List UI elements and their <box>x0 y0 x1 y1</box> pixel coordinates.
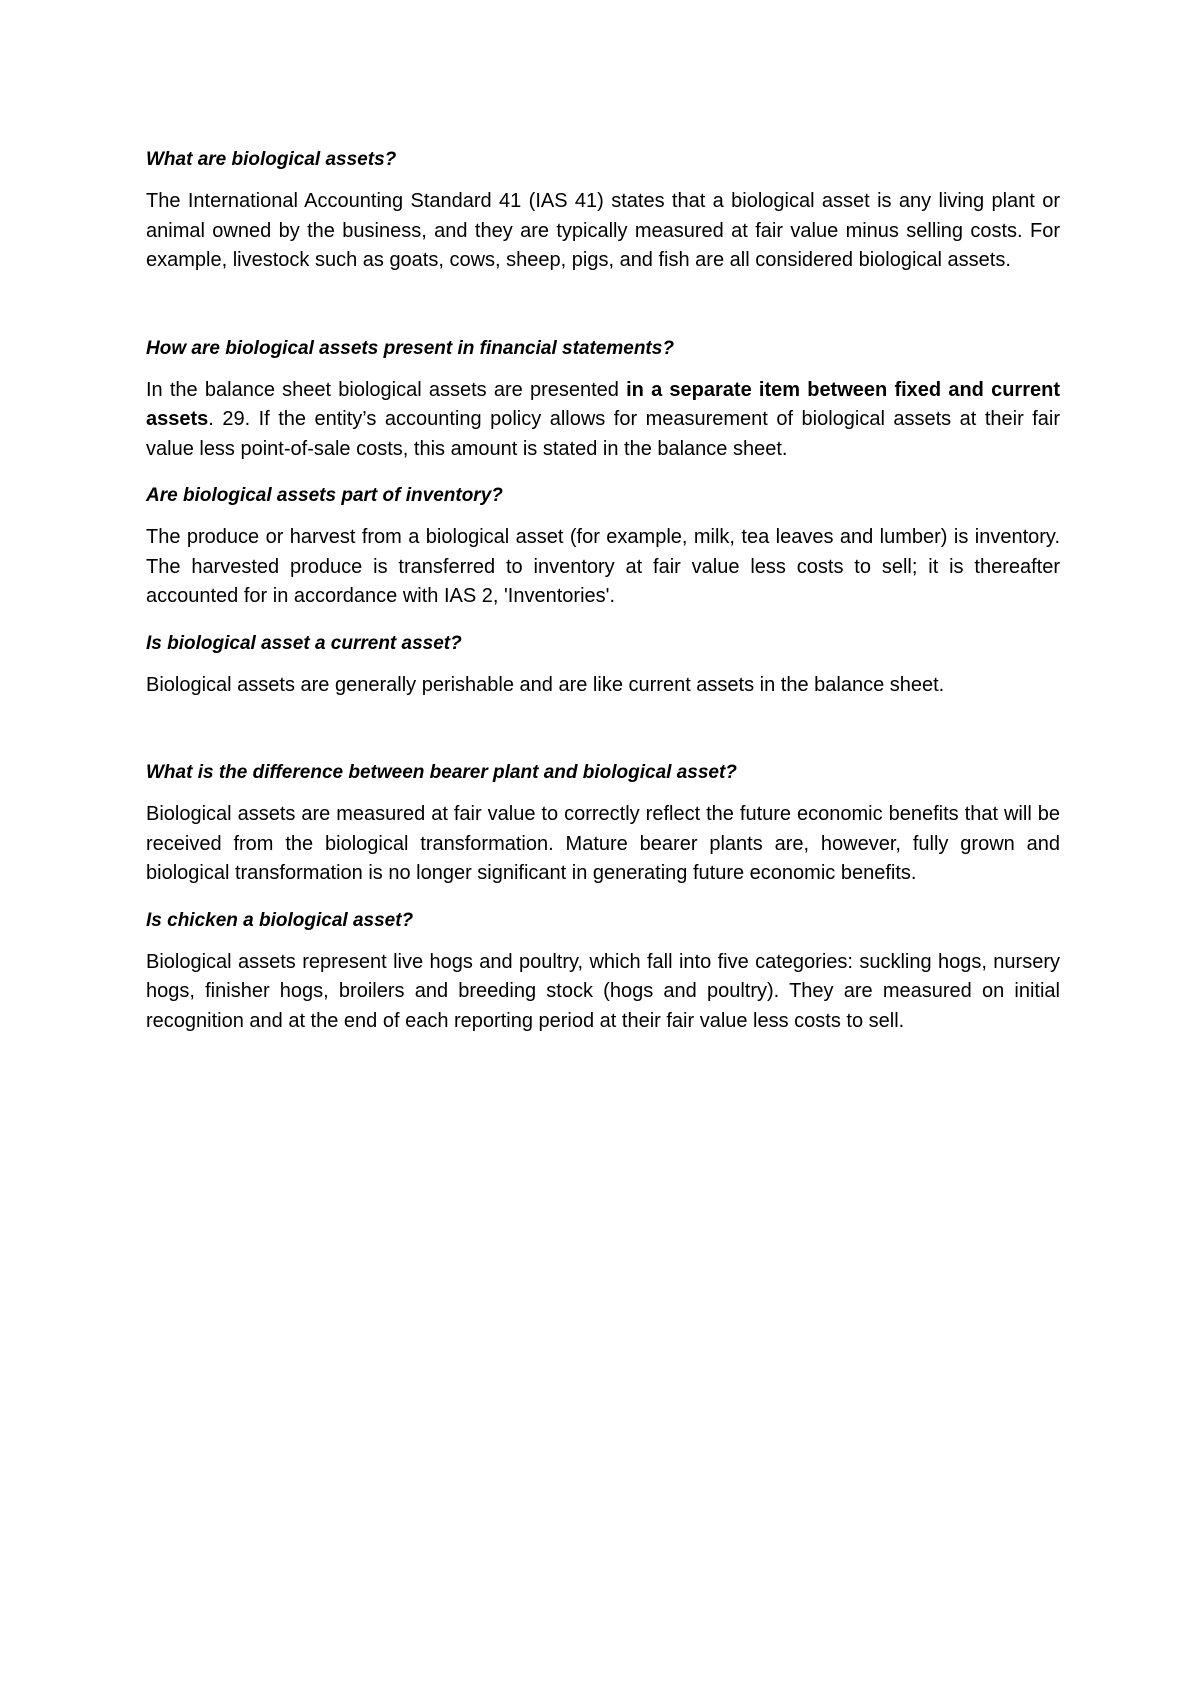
section-paragraph: Biological assets are measured at fair value to correctly reflect the future economic benefits that will be received from the biological transformation. Mature bearer plants are, however, fully grown and biological transformation is no longer significant in generating future economic benefits. <box>146 803 1060 884</box>
section-current-asset <box>146 629 1060 701</box>
section-bearer-plant <box>146 758 1060 889</box>
paragraph-text: . 29. If the entity’s accounting policy allows for measurement of biological assets at their fair value less point-of-sale costs, this amount is stated in the balance sheet. <box>146 408 1060 460</box>
section-paragraph: The produce or harvest from a biological asset (for example, milk, tea leaves and lumber) is inventory. The harvested produce is transferred to inventory at fair value less costs to sell; it is thereafter accounted for in accordance with IAS 2, 'Inventories'. <box>146 526 1060 607</box>
section-chicken <box>146 906 1060 1037</box>
paragraph-bold-text: in a separate item between fixed and current assets <box>146 378 1060 430</box>
document-body <box>146 145 1060 1036</box>
section-heading: Is chicken a biological asset? <box>146 909 414 931</box>
section-paragraph: Biological assets are generally perishable and are like current assets in the balance sheet. <box>146 673 945 696</box>
paragraph-text: In the balance sheet biological assets are presented <box>146 378 627 401</box>
section-heading: What is the difference between bearer plant and biological asset? <box>146 762 737 783</box>
section-financial-statements <box>146 334 1060 465</box>
section-paragraph: The International Accounting Standard 41 (IAS 41) states that a biological asset is any living plant or animal owned by the business, and they are typically measured at fair value minus selling costs. For example, livestock such as goats, cows, sheep, pigs, and fish are all considered biological assets. <box>146 190 1060 271</box>
section-inventory <box>146 481 1060 612</box>
section-heading: Is biological asset a current asset? <box>146 632 462 654</box>
section-heading: What are biological assets? <box>146 149 397 170</box>
section-heading: Are biological assets part of inventory? <box>146 485 503 506</box>
section-paragraph <box>146 376 1060 465</box>
section-paragraph: Biological assets represent live hogs and poultry, which fall into five categories: suckling hogs, nursery hogs, finisher hogs, broilers and breeding stock (hogs and poultry). They are measured on initial recognition and at the end of each reporting period at their fair value less costs to sell. <box>146 950 1060 1032</box>
section-heading: How are biological assets present in financial statements? <box>146 337 674 359</box>
section-what-are-biological-assets <box>146 145 1060 276</box>
